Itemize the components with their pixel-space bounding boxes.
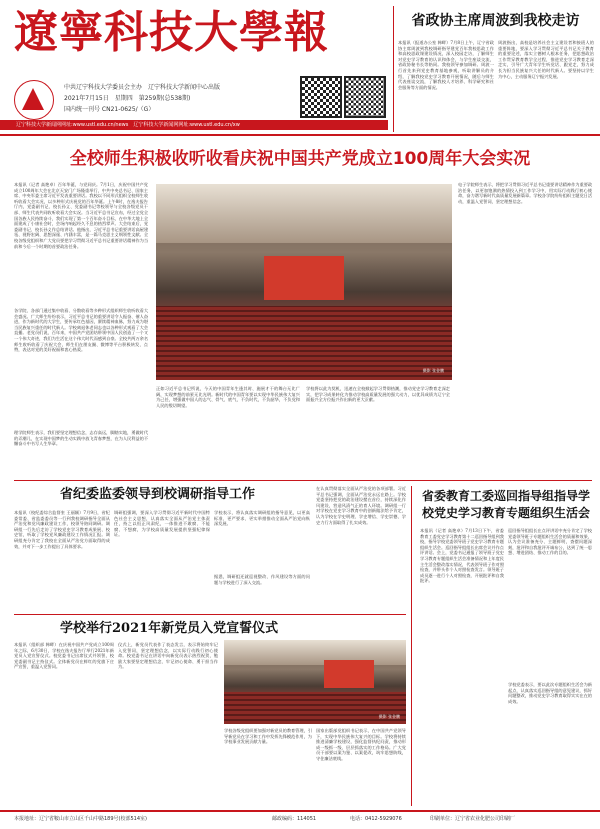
left-text3: 学校表示，将认真落实调研组的指导意见，以更高标准、更严要求、更实举措推动全面从严治党向纵深发展。: [214, 510, 310, 527]
right-article-border: [411, 486, 412, 806]
issue-date: 2021年7月15日 星期四 第259期(总538期): [64, 95, 191, 102]
left-headline: 省纪委监委领导到校调研指导工作: [60, 487, 256, 502]
main-col1: 本报讯（记者 高艳卓）百年华诞，与党同庆。7月1日，庆祝中国共产党成立100周年大会在北京天安门广场隆重举行，中共中央总书记、国家主席、中央军委主席习近平发表重要讲话。我校以不同形式组织全校师生收听收看大会实况，以多种形式庆祝党的百年华诞。上午8时，在逸夫报告厅内，党委副书记、校长孙义、党委副书记等校领导与全校各级党员干部、师生代表共同收听收看大会实况。当习近平总书记宣布，经过全党全国各族人民持续奋斗，我们实现了第一个百年奋斗目标，在中华大地上全面建成了小康社会时，会场内响起经久不息的热烈掌声。大会结束后，党委副书记、校长孙义作总结讲话。他指出，习近平总书记重要讲话高屋建瓴、视野宏阔、思想深邃、内涵丰富，是一篇马克思主义纲领性文献。全校各级党组织和广大党员要把学习贯彻习近平总书记重要讲话精神作为当前和今后一个时期的首要政治任务。: [14, 182, 148, 249]
main-col4: 学校将以此为契机，迅速在全校掀起学习贯彻热潮，推动党史学习教育走深走实，把学习成果转化为推动学校高质量发展的强大动力，以优异成绩为辽宁全面振兴全方位振兴作出新的更大贡献。: [306, 386, 450, 403]
bottom-text3: 学校各级党组织要加强对新党员的教育管理，引导新党员在学习和工作中发挥先锋模范作用，为学校事业发展贡献力量。: [224, 728, 312, 745]
qr-code: [300, 76, 342, 118]
main-col3: 正如习近平总书记所说，今天的中国青年生逢其时、施展才干的舞台无比广阔，实现梦想的前景无比光明。新时代的中国青年要以实现中华民族伟大复兴为己任，增强做中国人的志气、骨气、底气，不负时代，不负韶华，不负党和人民的殷切期望。: [156, 386, 300, 408]
main-photo-caption: 摄影 张金鹏: [422, 368, 444, 373]
bottom-photo-caption: 摄影 张金鹏: [378, 714, 400, 719]
top-right-col2: 周波指出，高校是培养社会主义建设者和接班人的重要阵地，要深入学习贯彻习近平总书记关于教育的重要论述，落实立德树人根本任务，把思想政治工作贯穿教育教学全过程，推进党史学习教育走深走实，引导广大青年学生听党话、跟党走，努力成长为担当民族复兴大任的时代新人。要坚持以学生为中心，主动服务辽宁振兴发展。: [498, 40, 594, 79]
mid-divider: [14, 480, 592, 481]
center-text2: 国家出版部党组织书记表示，在中国共产党领导下，实现中华民族伟大复兴的目标。学校将持续推进清廉学校建设，强化监督执纪问责，推动形成一级抓一级、层层抓落实的工作格局。广大党员干部要以案为鉴、以案促改，筑牢思想防线，守住廉洁底线。: [316, 728, 406, 761]
website-text: 辽宁科技大学新闻网网址:www.ustl.edu.cn/news 辽宁科技大学新闻网网址:www.ustl.edu.cn/xw: [16, 122, 240, 128]
right-text1: 本报讯（记者 高艳卓）7月13日下午，省委教育工委党史学习教育第十二巡回指导组到我校，指导学校党委领导班子党史学习教育专题组织生活会。巡回指导组组长出席会议并作点评讲话。会上，党委书记通报了领导班子党史学习教育专题组织生活会准备情况和上年度民主生活会整改落实情况，代表领导班子作对照检查，并带头作个人对照检查发言。领导班子成员逐一进行个人对照检查，开展批评和自我批评。: [420, 528, 504, 584]
footer-divider: [0, 810, 600, 812]
qr-code-2: [344, 76, 386, 118]
bottom-text2: 仪式上，新党员代表作了表态发言，表示将始终牢记入党誓词，坚定理想信念，以实际行动践行初心使命。校党委书记在讲话中向新党员表示热烈祝贺，勉励大家要坚定理想信念、牢记初心使命、勇于担当作为。: [118, 642, 218, 670]
main-col5: 电子学院师生表示，将把学习贯彻习近平总书记重要讲话精神作为重要政治任务，以更加饱满的热情投入到工作学习中，用实际行动践行初心使命，奋力谱写新时代高质量发展新篇章。学校各学院纷纷组织主题党日活动，重温入党誓词，坚定理想信念。: [458, 182, 592, 204]
main-photo: [156, 184, 452, 380]
left-text4: 据悉，调研组还就巡视整改、作风建设等方面的问题与学校进行了深入交流。: [214, 574, 310, 585]
right-text2: 巡回指导组组长在点评讲话中充分肯定了学校党委领导班子专题组织生活会的质量和效果，认为会议准备充分、主题鲜明，查摆问题深刻，批评和自我批评开诚布公，达到了统一思想、增进团结、推动工作的目的。: [508, 528, 592, 556]
right-headline: 省委教育工委巡回指导组指导学校党史学习教育专题组织生活会: [421, 489, 590, 520]
bottom-text1: 本报讯（组织部 韩畔）在庆祝中国共产党成立100周年之际，6月30日，学校在逸夫报告厅举行2021年新党员入党宣誓仪式。校党委书记出席仪式并领誓，校党委副书记主持仪式。全体新党员在鲜红的党旗下庄严宣誓，重温入党誓词。: [14, 642, 114, 670]
main-col2b: 理学院师生表示，我们要坚定理想信念，志存高远，脚踏实地，勇做时代的弄潮儿，在实现中国梦的生动实践中放飞青春梦想，在为人民利益的不懈奋斗中书写人生华章。: [14, 430, 148, 447]
center-text1: 在认真贯彻落实全面从严治党的各项部署。习近平总书记强调，全面从严治党永远在路上。学校党委坚持把党的政治建设摆在首位，持续深化作风建设，营造风清气正的育人环境。调研组一行对学校在党史学习教育中的创新做法给予肯定，认为学校在学史明理、学史增信、学史崇德、学史力行方面取得了扎实成效。: [316, 486, 406, 525]
right-text3: 学校党委表示，要以此次专题组织生活会为新起点，认真落实巡回指导组的意见建议，抓好问题整改，推动党史学习教育取得实实在在的成效。: [508, 682, 592, 704]
footer-postcode: 邮政编码：114051: [272, 816, 317, 822]
cn-number: 国内统一刊号 CN21-0625/（G）: [64, 106, 155, 113]
footer-phone: 电话：0412-5929076: [350, 816, 402, 822]
bottom-photo: [224, 640, 406, 724]
footer-printer: 印刷单位：辽宁省农业化肥公司印刷厂: [430, 816, 516, 822]
top-right-border: [393, 6, 394, 132]
left-text1: 本报讯（校纪委综合监督室 王丽颖）7月9日，省纪委常委、省监委委员等一行到我校调研指导全面从严治党和党风廉政建设工作，校领导陪同调研。调研组一行先后走访了学校党史学习教育成果展、校史馆，听取了学校党风廉政建设工作情况汇报。调研组充分肯定了我校在全面从严治党方面取得的成效，并对下一步工作提出了具体要求。: [14, 510, 110, 549]
footer-address: 本报地址：辽宁省鞍山市立山区千山中路189号(校部514室): [14, 816, 147, 822]
top-divider: [0, 134, 600, 136]
sponsor-line: 中共辽宁科技大学委员会主办 辽宁科技大学新闻中心出版: [64, 84, 221, 91]
main-col2: 各学院、各部门通过集中收看、分散收看等多种形式组织师生收听收看大会盛况。广大师生纷纷表示，习近平总书记的重要讲话令人振奋、催人奋进，作为新时代的大学生，要传承红色基因，赓续精神血脉，努力成为堪当民族复兴重任的时代新人。学校离退休老同志也以各种形式观看了大会直播。老党员们说，百年来，中国共产党团结带领中国人民创造了一个又一个伟大奇迹，我们为生活在这个伟大时代而感到自豪。全校共两万余名师生收听收看了庆祝大会，师生们在朋友圈、微博等平台积极转发、点赞，表达对党的美好祝福和衷心热爱。: [14, 308, 148, 353]
bottom-headline: 学校举行2021年新党员入党宣誓仪式: [60, 621, 279, 636]
masthead-title: 遼寧科技大學報: [14, 7, 329, 58]
left-text2: 调研组强调，要深入学习贯彻习近平新时代中国特色社会主义思想，认真落实全面从严治党主体责任，持之以恒正风肃纪，一体推进不敢腐、不能腐、不想腐，为学校高质量发展提供坚强纪律保证。: [114, 510, 210, 538]
lower-divider: [14, 614, 406, 615]
top-right-headline: 省政协主席周波到我校走访: [411, 13, 580, 29]
top-right-col1: 本报讯（报道办公室 韩畔）7月8日上午，辽宁省政协主席周波到我校调研指导建党百年我校思政工作和高校思政课建设情况，深入校园走访，了解师生对党史学习教育的认识和体会，与学生座谈交流，省政协秘书长等陪同。我校领导参加调研。周波一行首先来到党史教育基地参观，听取讲解员的介绍，了解我校党史学习教育开展情况，随后与师生代表座谈交流，了解我校人才培养、科学研究和社会服务等方面的情况。: [398, 40, 494, 90]
main-headline: 全校师生积极收听收看庆祝中国共产党成立100周年大会实况: [69, 149, 531, 169]
